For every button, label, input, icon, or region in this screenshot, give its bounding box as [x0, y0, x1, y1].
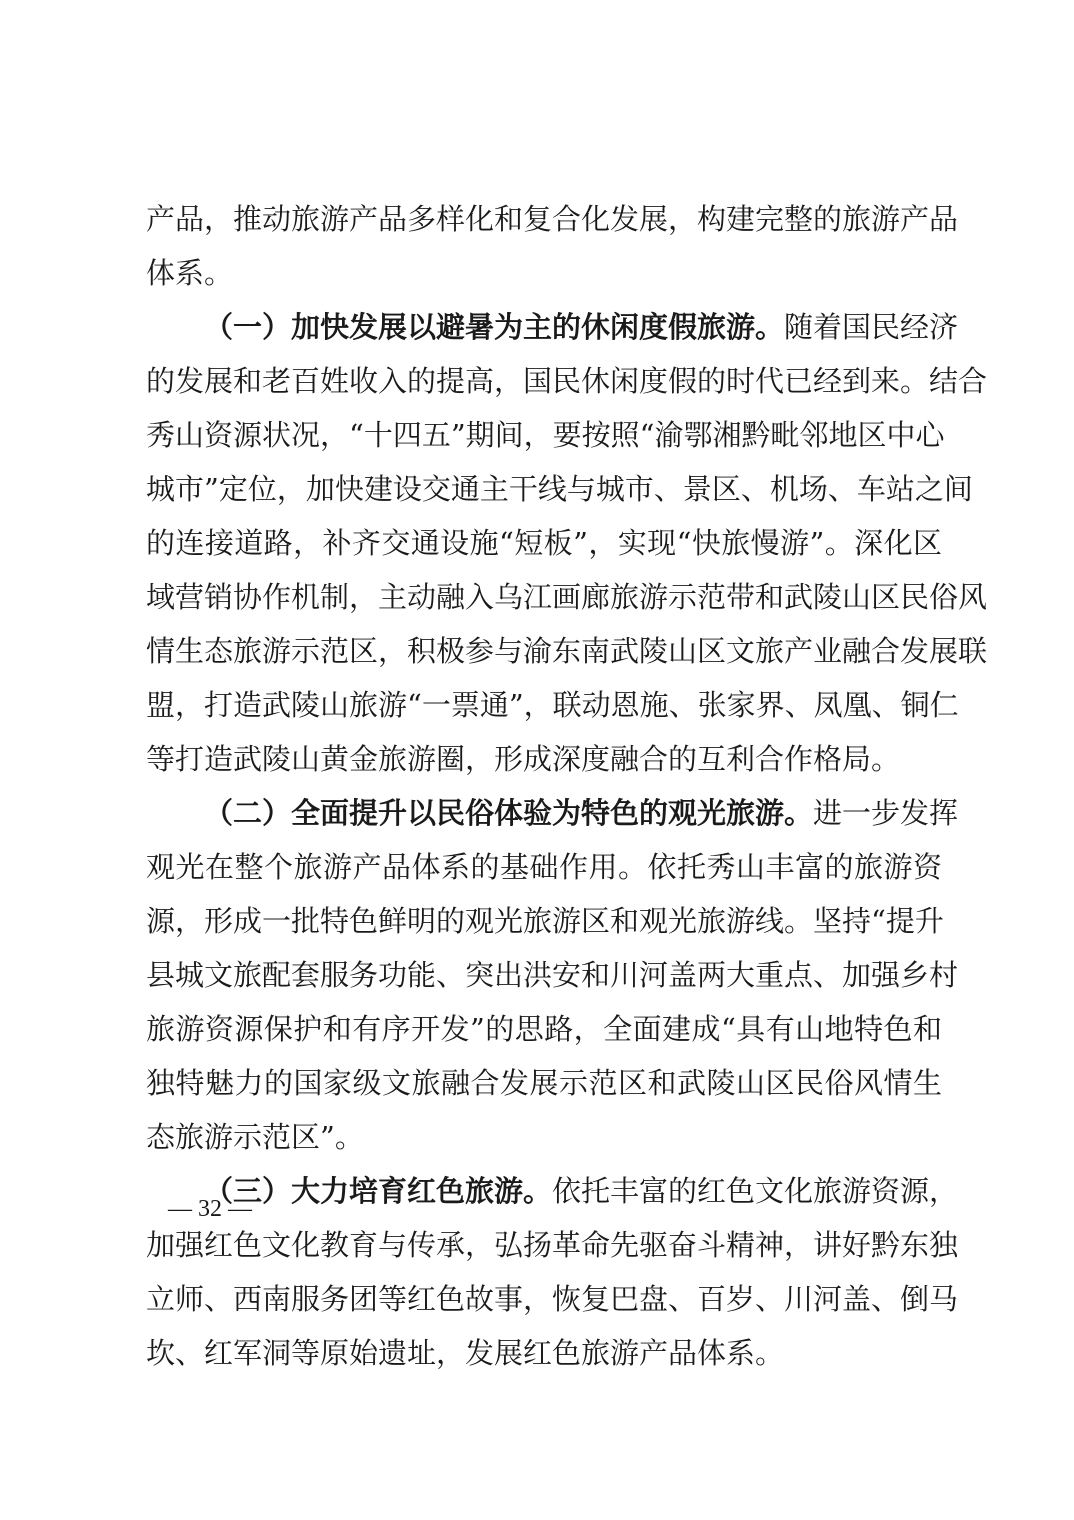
- section1-line: 等打造武陵山黄金旅游圈，形成深度融合的互利合作格局。: [146, 742, 901, 776]
- section1-heading: （一）加快发展以避暑为主的休闲度假旅游。: [204, 310, 785, 344]
- section3-line: 坎、红军洞等原始遗址，发展红色旅游产品体系。: [146, 1336, 785, 1370]
- section1-first-line: [146, 300, 959, 354]
- section2-line: 县城文旅配套服务功能、突出洪安和川河盖两大重点、加强乡村: [146, 958, 959, 992]
- section3-line: 加强红色文化教育与传承，弘扬革命先驱奋斗精神，讲好黔东独: [146, 1228, 959, 1262]
- intro-line-1: 产品，推动旅游产品多样化和复合化发展，构建完整的旅游产品: [146, 202, 959, 236]
- section1-line: 的连接道路，补齐交通设施“短板”，实现“快旅慢游”。深化区: [146, 526, 942, 560]
- section1-line: 情生态旅游示范区，积极参与渝东南武陵山区文旅产业融合发展联: [146, 634, 988, 668]
- section2-first-line: [146, 786, 959, 840]
- section3-first-line-text: 依托丰富的红色文化旅游资源，: [552, 1174, 959, 1208]
- section3-first-line: [146, 1164, 959, 1218]
- section2-line: 旅游资源保护和有序开发”的思路，全面建成“具有山地特色和: [146, 1012, 942, 1046]
- section1-line: 域营销协作机制，主动融入乌江画廊旅游示范带和武陵山区民俗风: [146, 580, 988, 614]
- section2-line: 观光在整个旅游产品体系的基础作用。依托秀山丰富的旅游资: [146, 850, 942, 884]
- section1-first-line-text: 随着国民经济: [784, 310, 959, 344]
- page-number: — 32 —: [168, 1196, 252, 1222]
- section2-line: 源，形成一批特色鲜明的观光旅游区和观光旅游线。坚持“提升: [146, 904, 944, 938]
- section2-first-line-text: 进一步发挥: [813, 796, 959, 830]
- section1-line: 城市”定位，加快建设交通主干线与城市、景区、机场、车站之间: [146, 472, 973, 506]
- section1-line: 的发展和老百姓收入的提高，国民休闲度假的时代已经到来。结合: [146, 364, 988, 398]
- section1-line: 盟，打造武陵山旅游“一票通”，联动恩施、张家界、凤凰、铜仁: [146, 688, 959, 722]
- section1-line: 秀山资源状况，“十四五”期间，要按照“渝鄂湘黔毗邻地区中心: [146, 418, 945, 452]
- body-text: [146, 192, 988, 1380]
- section2-heading: （二）全面提升以民俗体验为特色的观光旅游。: [204, 796, 814, 830]
- section2-line: 态旅游示范区”。: [146, 1120, 364, 1154]
- section3-line: 立师、西南服务团等红色故事，恢复巴盘、百岁、川河盖、倒马: [146, 1282, 959, 1316]
- section2-line: 独特魅力的国家级文旅融合发展示范区和武陵山区民俗风情生: [146, 1066, 942, 1100]
- intro-line-2: 体系。: [146, 256, 234, 290]
- section3-heading: （三）大力培育红色旅游。: [204, 1174, 553, 1208]
